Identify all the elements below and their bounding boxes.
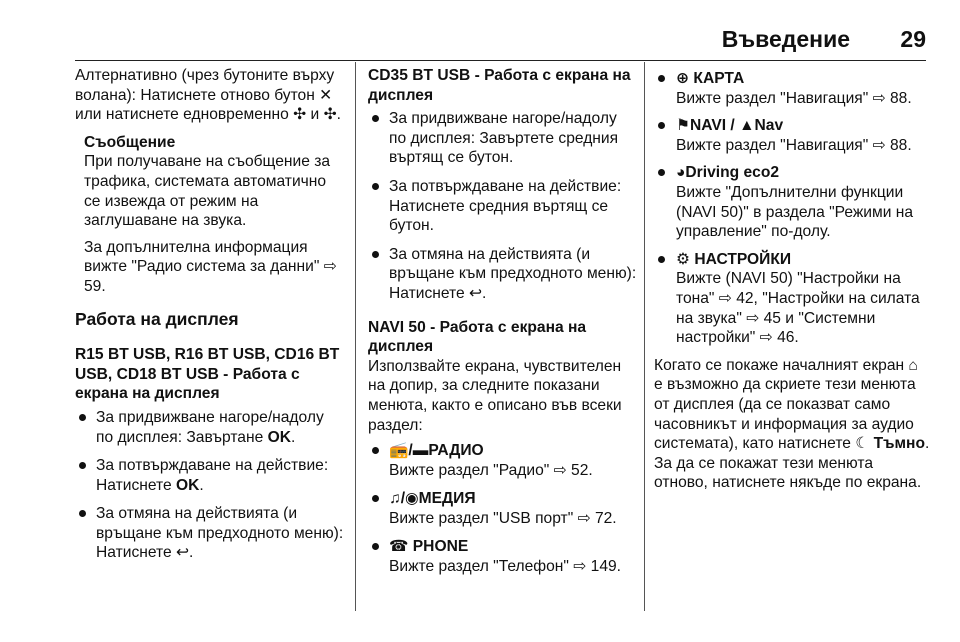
menu-list <box>654 69 930 348</box>
closing-paragraph: Когато се покаже началният екран ⌂ е възможно да скриете тези менюта от дисплея (да се показват само часовникът и информация за аудио системата), като натиснете ☾ Тъмно. За да се покажат тези менюта отново, натиснете някъде по екрана. <box>654 356 930 492</box>
column-divider <box>355 62 356 611</box>
phone-icon: ☎ <box>389 538 409 556</box>
column-2 <box>368 66 638 586</box>
list-item: За отмяна на действията (и връщане към предходното меню): Натиснете ↩. <box>368 245 638 304</box>
map-icon: ⊕ <box>676 70 690 87</box>
list-item: ⚙ НАСТРОЙКИ Вижте (NAVI 50) "Настройки на тона" ⇨ 42, "Настройки на силата на звука" ⇨ 45 и "Системни настройки" ⇨ 46. <box>654 250 930 348</box>
eco-icon: ◕ <box>676 164 686 182</box>
list-item: За потвърждаване на действие: Натиснете OK. <box>75 456 345 495</box>
subsection-title: R15 BT USB, R16 BT USB, CD16 BT USB, CD18 BT USB - Работа с екрана на дисплея <box>75 346 340 403</box>
navi-icon: ⚑ <box>676 117 690 135</box>
page-header <box>0 0 960 64</box>
menu-list <box>368 441 638 577</box>
list-item: За придвижване нагоре/надолу по дисплея: Завъртете средния въртящ се бутон. <box>368 109 638 168</box>
list-item: ⊕ КАРТА Вижте раздел "Навигация" ⇨ 88. <box>654 69 930 108</box>
subsection-title: CD35 BT USB - Работа с екрана на дисплея <box>368 67 631 104</box>
column-divider <box>644 62 645 611</box>
list-item: За потвърждаване на действие: Натиснете средния въртящ се бутон. <box>368 177 638 236</box>
page-number: 29 <box>900 26 926 52</box>
chapter-title: Въведение <box>721 26 850 52</box>
bullet-list <box>75 408 345 563</box>
note-reference: За допълнителна информация вижте "Радио система за данни" ⇨ 59. <box>84 238 337 295</box>
bullet-list <box>368 109 638 303</box>
paragraph: Използвайте екрана, чувствителен на допир, за следните показани менюта, както е описано във всеки раздел: <box>368 357 622 434</box>
note-paragraph: При получаване на съобщение за трафика, системата автоматично се извежда от режим на заглушаване на звука. <box>84 153 331 230</box>
list-item: ⚑NAVI / ▲Nav Вижте раздел "Навигация" ⇨ 88. <box>654 116 930 155</box>
note-heading: Съобщение <box>84 133 176 151</box>
list-item: 📻/▬РАДИО Вижте раздел "Радио" ⇨ 52. <box>368 441 638 480</box>
list-item: За отмяна на действията (и връщане към предходното меню): Натиснете ↩. <box>75 504 345 563</box>
section-title: Работа на дисплея <box>75 308 239 329</box>
list-item: ◕Driving eco2 Вижте "Допълнителни функции (NAVI 50)" в раздела "Режими на управление" по-долу. <box>654 163 930 241</box>
media-icon: ♫/◉ <box>389 490 419 508</box>
radio-icon: 📻/▬ <box>389 442 429 460</box>
list-item: ♫/◉МЕДИЯ Вижте раздел "USB порт" ⇨ 72. <box>368 489 638 528</box>
header-rule <box>75 60 926 61</box>
intro-paragraph: Алтернативно (чрез бутоните върху волана): Натиснете отново бутон ✕ или натиснете едновременно ✣ и ✣. <box>75 67 341 124</box>
gear-icon: ⚙ <box>676 250 690 268</box>
subsection-title: NAVI 50 - Работа с екрана на дисплея <box>368 318 587 356</box>
column-3 <box>654 66 930 493</box>
list-item: ☎ PHONE Вижте раздел "Телефон" ⇨ 149. <box>368 537 638 576</box>
column-1 <box>75 66 345 572</box>
list-item: За придвижване нагоре/надолу по дисплея: Завъртане OK. <box>75 408 345 447</box>
